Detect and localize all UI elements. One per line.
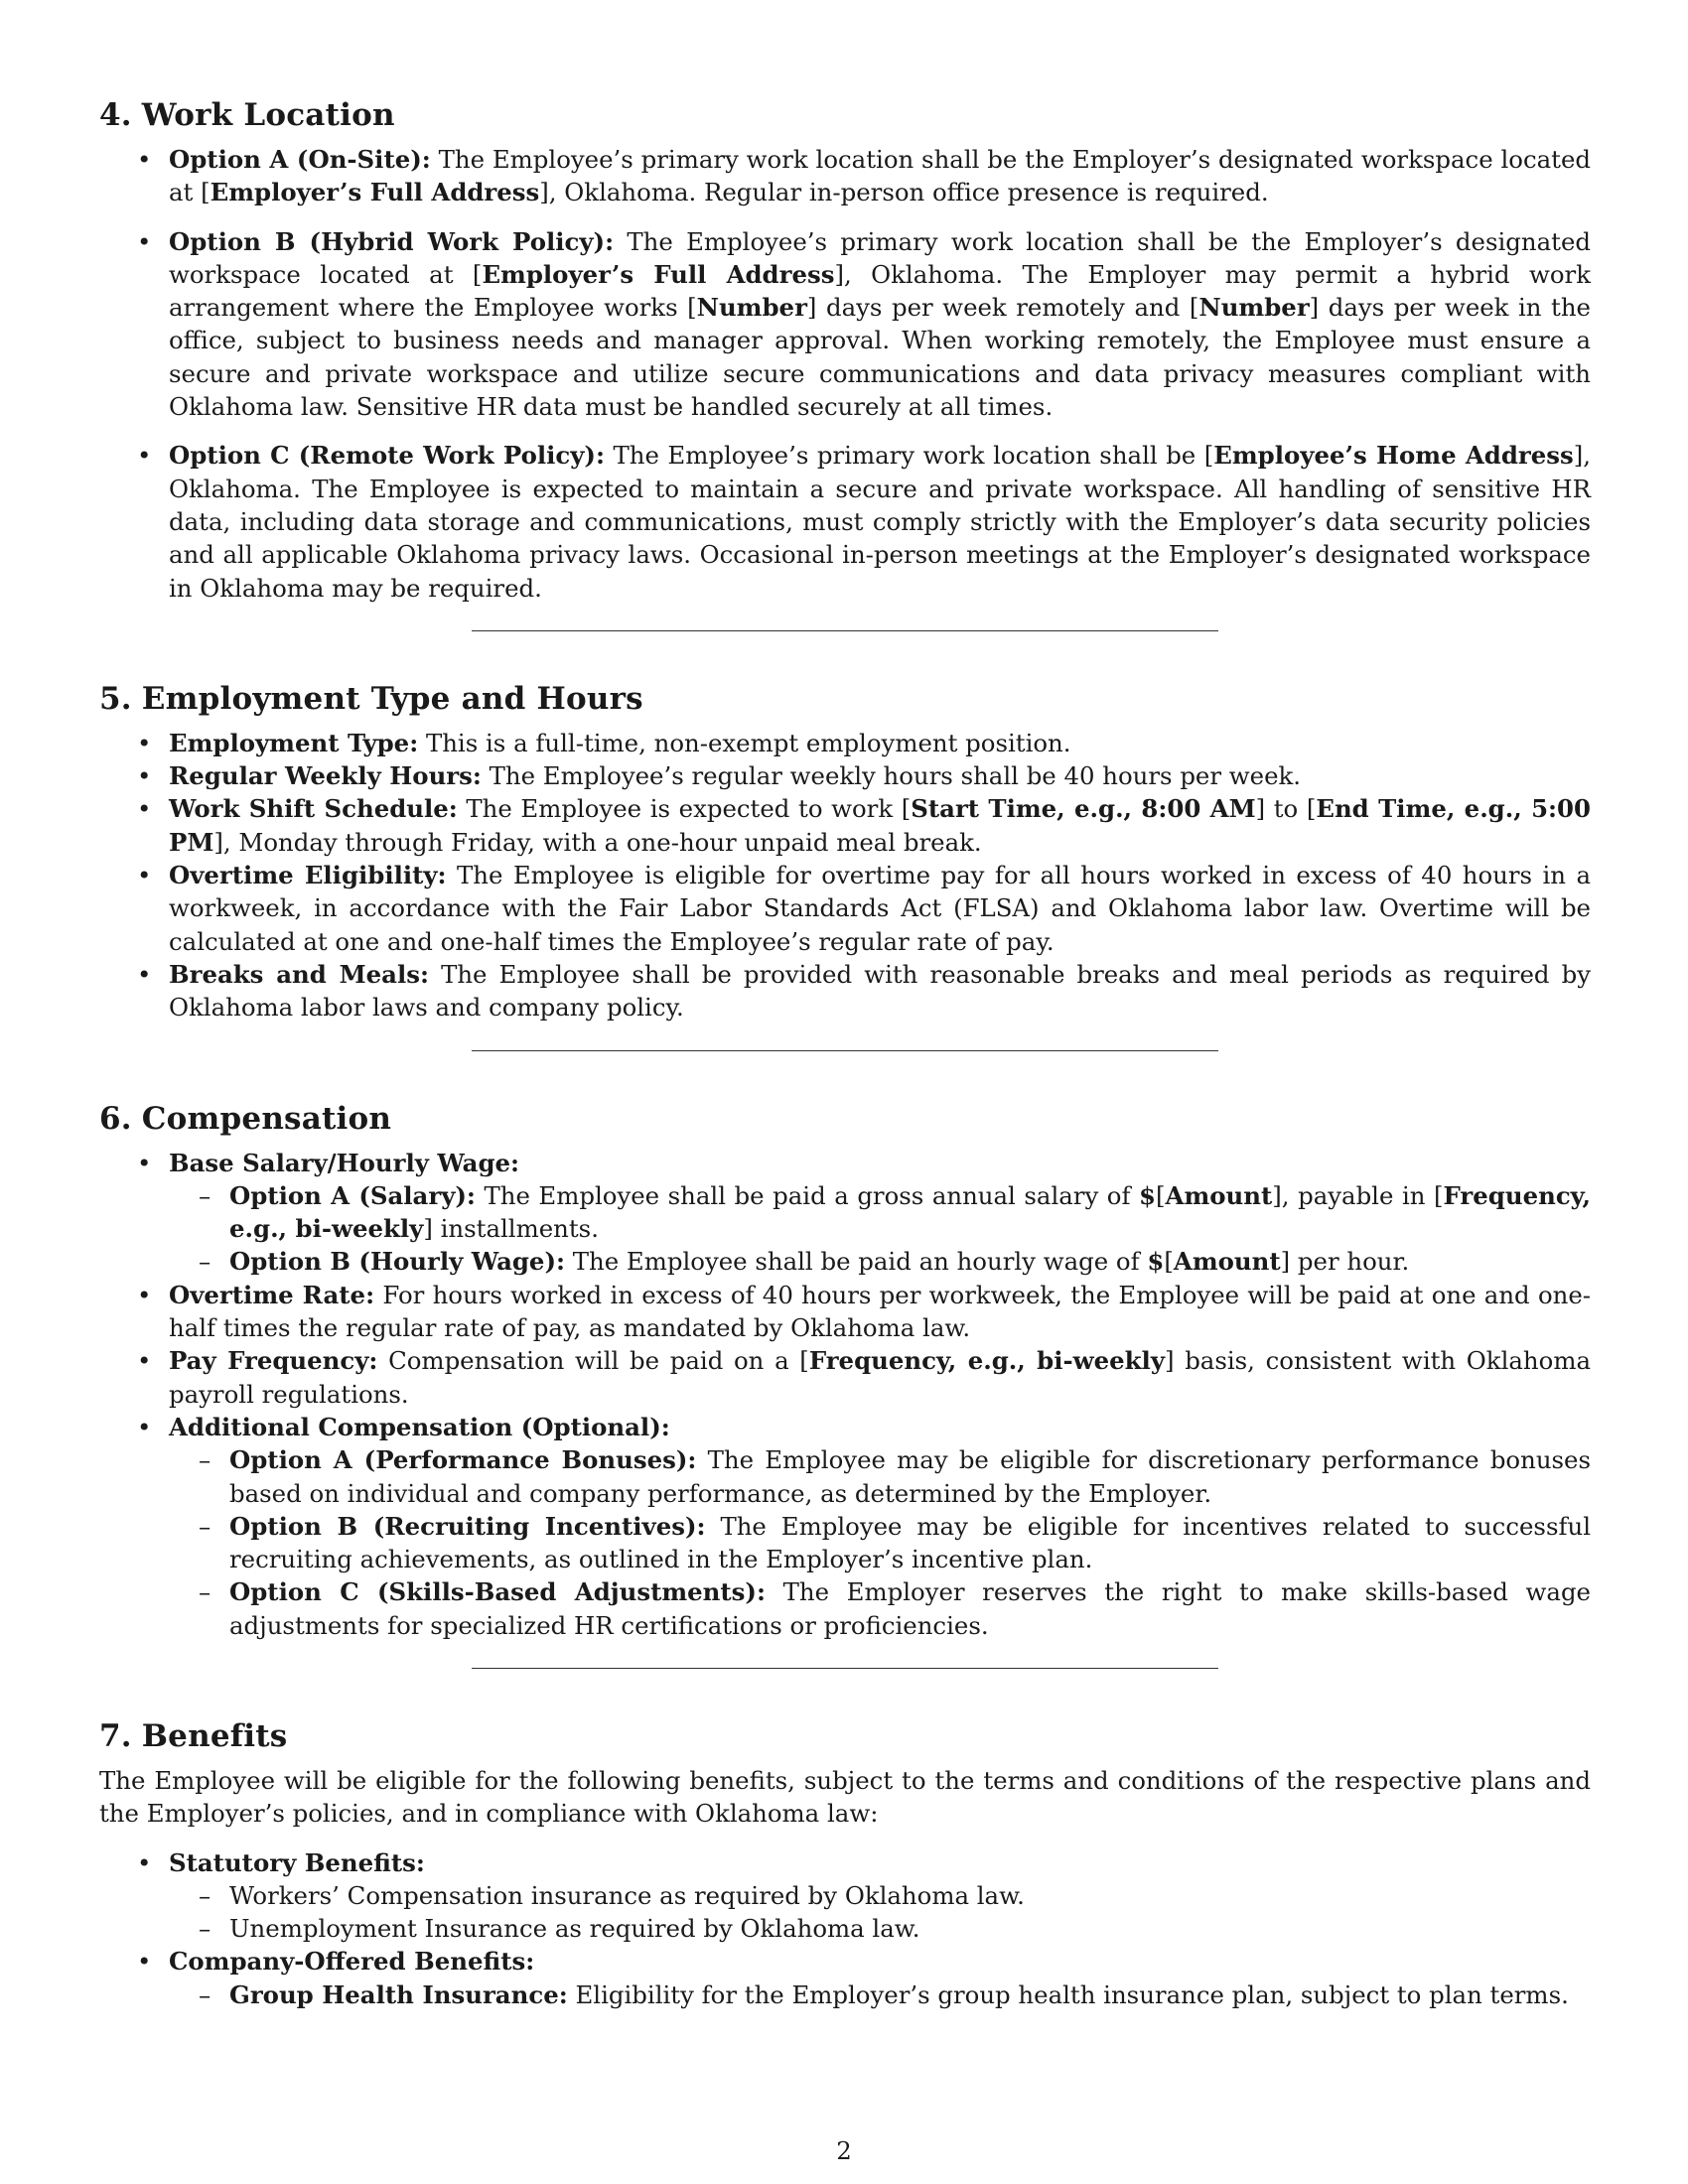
section-compensation (99, 1097, 1591, 1669)
item-text: ], payable in [ (1272, 1180, 1444, 1210)
placeholder-field: Frequency, e.g., bi-weekly (808, 1346, 1165, 1376)
sub-list-item (169, 1575, 1591, 1642)
item-text: The Employee’s regular weekly hours shall be 40 hours per week. (481, 761, 1302, 791)
list-item (99, 1411, 1591, 1642)
item-text: ] days per week remotely and [ (806, 293, 1199, 323)
list-item (99, 859, 1591, 958)
item-text: ] basis, consistent with Oklahoma payroll regulations. (169, 1346, 1591, 1409)
item-text: The Employee’s primary work location shall be the Employer’s designated workspace located at [ (169, 226, 1591, 289)
sub-list (169, 1979, 1591, 2011)
section-title: Benefits (141, 1717, 288, 1754)
bullet-list (99, 1846, 1591, 2011)
section-intro: The Employee will be eligible for the following benefits, subject to the terms and conditions of the respective plans and the Employer’s policies, and in compliance with Oklahoma law: (99, 1765, 1591, 1829)
placeholder-field: Start Time, e.g., 8:00 AM (911, 794, 1256, 824)
section-title: Employment Type and Hours (141, 680, 643, 717)
section-title: Compensation (141, 1100, 392, 1137)
sub-list-item (169, 1979, 1591, 2011)
item-label: Option A (Salary): (229, 1180, 476, 1210)
item-label: Additional Compensation (Optional): (169, 1412, 670, 1441)
section-divider (472, 1668, 1218, 1669)
section-number: 6. (99, 1100, 132, 1137)
item-label: Company-Offered Benefits: (169, 1947, 535, 1977)
item-text: The Employee shall be paid a gross annual salary of (475, 1180, 1140, 1210)
item-label: Statutory Benefits: (169, 1847, 425, 1877)
item-text: ] per hour. (1280, 1247, 1410, 1277)
placeholder-field: Number (1198, 293, 1310, 323)
item-text: The Employee’s primary work location shall be [ (604, 441, 1214, 471)
placeholder-field: Amount (1165, 1180, 1273, 1210)
sub-list (169, 1179, 1591, 1279)
list-item (99, 439, 1591, 604)
item-label: Employment Type: (169, 728, 419, 757)
item-text: The Employee is eligible for overtime pay for all hours worked in excess of 40 hours in a workweek, in accordance with the Fair Labor Standards Act (FLSA) and Oklahoma labor law. Overtime will be calculated at one and one-half times the Employee’s regular rate of pay. (169, 861, 1591, 956)
item-label: Base Salary/Hourly Wage: (169, 1148, 520, 1177)
item-label: Overtime Eligibility: (169, 861, 447, 890)
item-text: ], Monday through Friday, with a one-hour unpaid meal break. (213, 827, 982, 857)
item-text: ], Oklahoma. The Employee is expected to maintain a secure and private workspace. All handling of sensitive HR data, including data storage and communications, must comply strictly with the Employer’s data security policies and all applicable Oklahoma privacy laws. Occasional in-person meetings at the Employer’s designated workspace in Oklahoma may be required. (169, 441, 1592, 603)
placeholder-field: Amount (1173, 1247, 1281, 1277)
item-text: ], Oklahoma. The Employer may permit a hybrid work arrangement where the Employee works [ (169, 259, 1591, 323)
placeholder-field: Employer’s Full Address (482, 259, 835, 289)
sub-list (169, 1443, 1591, 1642)
item-text: ] days per week in the office, subject to business needs and manager approval. When working remotely, the Employee must ensure a secure and private workspace and utilize secure communications and data privacy measures compliant with Oklahoma law. Sensitive HR data must be handled securely at all times. (169, 293, 1591, 422)
item-text: Eligibility for the Employer’s group health insurance plan, subject to plan terms. (567, 1979, 1569, 2009)
item-label: Option A (Performance Bonuses): (229, 1445, 697, 1475)
bullet-list (99, 1147, 1591, 1642)
item-text: The Employee may be eligible for incentives related to successful recruiting achievements, as outlined in the Employer’s incentive plan. (229, 1511, 1591, 1574)
section-heading (99, 1097, 1591, 1141)
section-number: 5. (99, 680, 132, 717)
item-text: The Employee shall be provided with reasonable breaks and meal periods as required by Oklahoma labor laws and company policy. (169, 959, 1591, 1023)
document-body (99, 93, 1591, 2011)
item-text: The Employee may be eligible for discretionary performance bonuses based on individual and company performance, as determined by the Employer. (229, 1445, 1591, 1508)
list-item (99, 1344, 1591, 1411)
sub-list-item: – Unemployment Insurance as required by Oklahoma law. (169, 1912, 1591, 1945)
section-title: Work Location (141, 97, 395, 133)
section-heading (99, 677, 1591, 721)
section-benefits (99, 1714, 1591, 2011)
currency-symbol: $ (1147, 1247, 1165, 1277)
item-text: [ (1164, 1247, 1174, 1277)
item-text: The Employer reserves the right to make skills-based wage adjustments for specialized HR certifications or proficiencies. (229, 1577, 1591, 1640)
section-divider (472, 630, 1218, 631)
list-item (99, 727, 1591, 759)
item-text: The Employee shall be paid an hourly wage of (565, 1247, 1148, 1277)
item-label: Breaks and Meals: (169, 959, 429, 989)
item-text: For hours worked in excess of 40 hours per workweek, the Employee will be paid at one and one-half times the regular rate of pay, as mandated by Oklahoma law. (169, 1280, 1592, 1343)
list-item (99, 759, 1591, 792)
list-item (99, 1279, 1591, 1345)
sub-list-item: – Workers’ Compensation insurance as required by Oklahoma law. (169, 1879, 1591, 1912)
item-label: Option B (Recruiting Incentives): (229, 1511, 706, 1541)
item-label: Option C (Skills-Based Adjustments): (229, 1577, 766, 1607)
item-label: Option B (Hybrid Work Policy): (169, 226, 615, 256)
item-label: Overtime Rate: (169, 1280, 375, 1309)
item-text: ] installments. (423, 1214, 599, 1244)
bullet-list (99, 727, 1591, 1024)
placeholder-field: Frequency, e.g., bi-weekly (229, 1180, 1592, 1244)
list-item (99, 1945, 1591, 2011)
item-text: [ (1156, 1180, 1166, 1210)
list-item (99, 1147, 1591, 1279)
sub-list-item (169, 1245, 1591, 1278)
item-label: Option B (Hourly Wage): (229, 1247, 565, 1277)
section-heading (99, 93, 1591, 137)
list-item (99, 1846, 1591, 1946)
section-work-location (99, 93, 1591, 631)
sub-list-item (169, 1443, 1591, 1510)
section-number: 7. (99, 1717, 132, 1754)
placeholder-field: Employer’s Full Address (210, 178, 540, 207)
item-text: This is a full-time, non-exempt employment position. (418, 728, 1071, 757)
item-label: Option A (On-Site): (169, 145, 431, 174)
sub-list-item (169, 1179, 1591, 1246)
list-item (99, 225, 1591, 424)
placeholder-field: Employee’s Home Address (1213, 441, 1574, 471)
item-label: Option C (Remote Work Policy): (169, 441, 605, 471)
page-number: 2 (836, 2136, 852, 2165)
list-item (99, 958, 1591, 1024)
section-employment-type-hours (99, 677, 1591, 1051)
placeholder-field: Number (696, 293, 807, 323)
item-text: ] to [ (1255, 794, 1317, 824)
item-label: Regular Weekly Hours: (169, 761, 482, 791)
item-label: Pay Frequency: (169, 1346, 378, 1376)
item-text: The Employee is expected to work [ (457, 794, 912, 824)
section-divider (472, 1050, 1218, 1051)
section-heading (99, 1714, 1591, 1758)
item-label: Group Health Insurance: (229, 1979, 568, 2009)
sub-list-item (169, 1510, 1591, 1576)
sub-list (169, 1879, 1591, 1946)
item-text: Compensation will be paid on a [ (377, 1346, 809, 1376)
item-text: The Employee’s primary work location shall be the Employer’s designated workspace located at [ (169, 145, 1592, 207)
placeholder-field: End Time, e.g., 5:00 PM (169, 794, 1591, 857)
list-item (99, 143, 1591, 209)
bullet-list (99, 143, 1591, 605)
currency-symbol: $ (1139, 1180, 1157, 1210)
section-number: 4. (99, 97, 132, 133)
list-item (99, 792, 1591, 859)
item-label: Work Shift Schedule: (169, 794, 458, 824)
item-text: ], Oklahoma. Regular in-person office presence is required. (539, 178, 1269, 207)
